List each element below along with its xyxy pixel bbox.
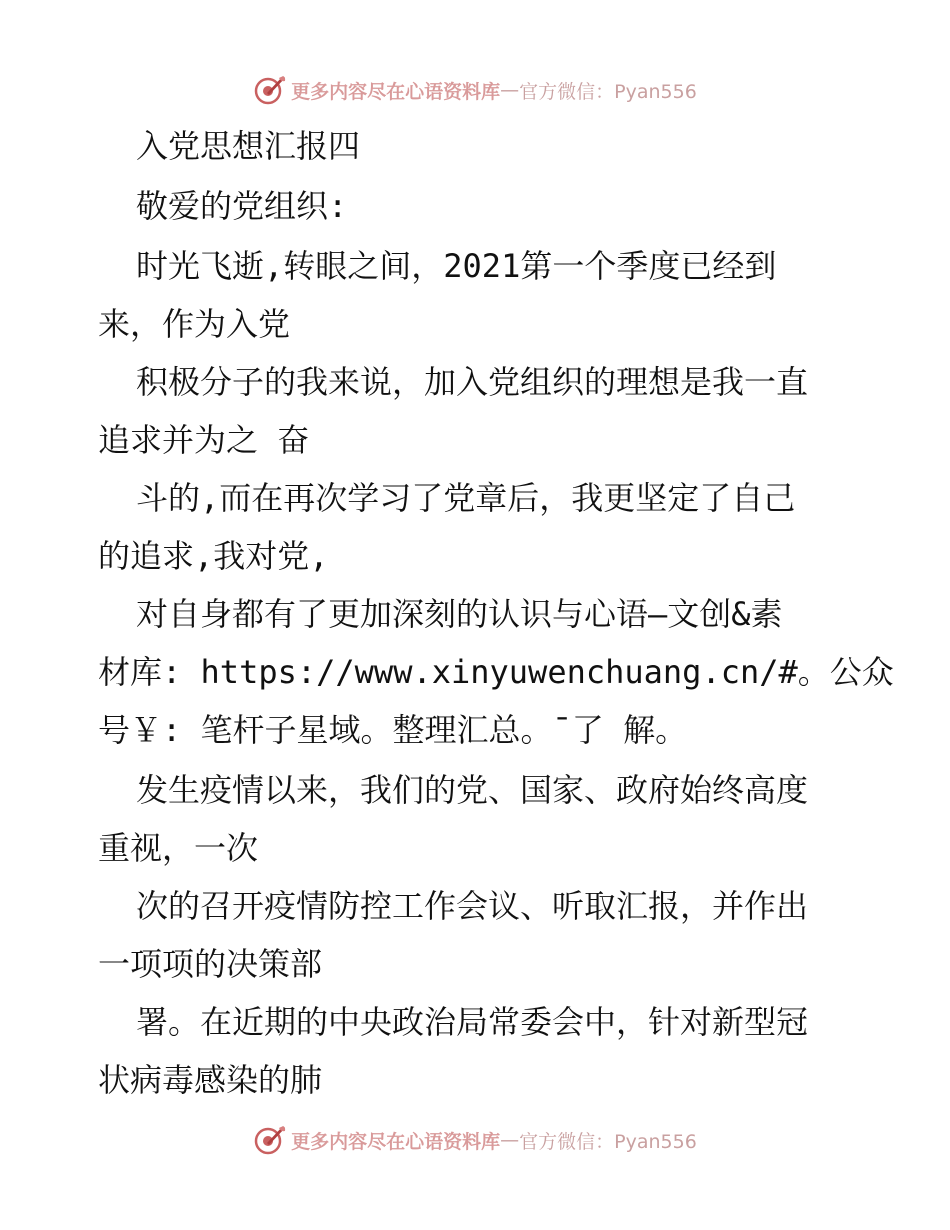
doc-line: 材库: https://www.xinyuwenchuang.cn/#。公众	[98, 653, 894, 691]
doc-line: 对自身都有了更加深刻的认识与心语—文创&素	[136, 595, 783, 633]
doc-line: 重视，一次	[98, 829, 259, 867]
watermark-contact-text: 官方微信：Pyan556	[519, 1130, 697, 1153]
doc-line: 号￥: 笔杆子星域。整理汇总。¯了 解。	[98, 711, 688, 749]
watermark-brand-text: 更多内容尽在心语资料库	[291, 1130, 501, 1153]
footer-watermark	[0, 1120, 950, 1160]
doc-line: 状病毒感染的肺	[98, 1061, 323, 1099]
doc-line: 一项项的决策部	[98, 945, 323, 983]
doc-line: 斗的,而在再次学习了党章后，我更坚定了自己	[136, 479, 796, 517]
doc-title: 入党思想汇报四	[136, 127, 361, 165]
doc-line: 积极分子的我来说，加入党组织的理想是我一直	[136, 363, 809, 401]
doc-salutation: 敬爱的党组织:	[136, 187, 348, 225]
doc-line: 署。在近期的中央政治局常委会中，针对新型冠	[136, 1003, 809, 1041]
watermark-dash: —	[500, 79, 520, 101]
quill-logo-icon	[253, 1123, 287, 1157]
watermark-contact-text: 官方微信：Pyan556	[519, 80, 697, 103]
doc-line: 次的召开疫情防控工作会议、听取汇报，并作出	[136, 887, 809, 925]
doc-line: 的追求,我对党,	[98, 537, 329, 575]
doc-line: 发生疫情以来，我们的党、国家、政府始终高度	[136, 771, 809, 809]
doc-line: 追求并为之 奋	[98, 421, 310, 459]
watermark-dash: —	[500, 1129, 520, 1151]
watermark-brand-text: 更多内容尽在心语资料库	[291, 80, 501, 103]
doc-line: 时光飞逝,转眼之间，2021第一个季度已经到	[136, 247, 777, 285]
doc-line: 来，作为入党	[98, 305, 291, 343]
